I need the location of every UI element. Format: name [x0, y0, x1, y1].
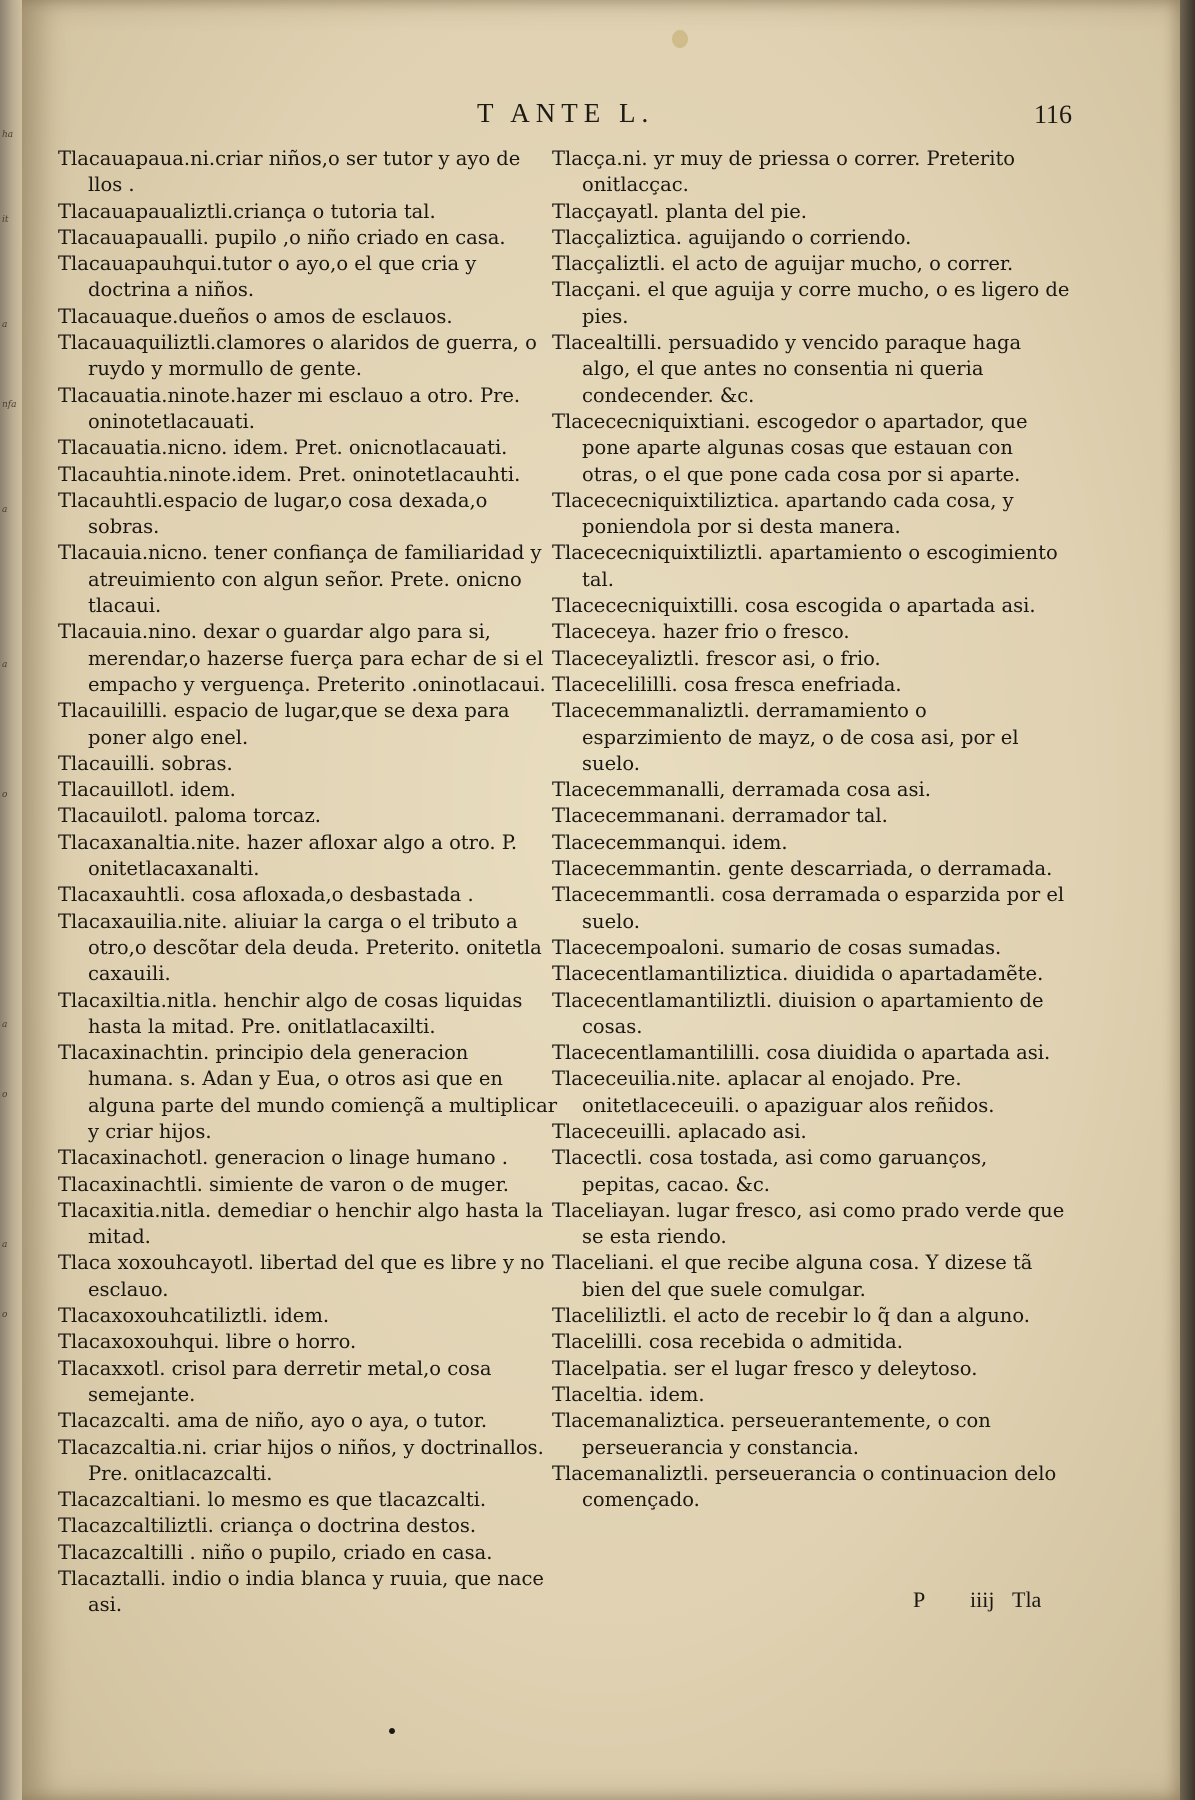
dictionary-entry: Tlacauaquiliztli.clamores o alaridos de guerra, o ruydo y mormullo de gente.: [58, 331, 537, 381]
dictionary-entry: Tlacauapaualli. pupilo ,o niño criado en casa.: [58, 225, 506, 249]
dictionary-entry: Tlacazcaltiani. lo mesmo es que tlacazcalti.: [58, 1488, 487, 1512]
dictionary-entry: Tlacecemmanani. derramador tal.: [552, 804, 888, 828]
dictionary-entry: Tlacaxinachotl. generacion o linage humano .: [58, 1146, 508, 1170]
dictionary-entry: Tlacaztalli. indio o india blanca y ruuia, que nace asi.: [58, 1567, 544, 1617]
dictionary-entry: Tlacelpatia. ser el lugar fresco y deleytoso.: [552, 1356, 978, 1380]
dictionary-entry: Tlacaxauilia.nite. aliuiar la carga o el tributo a otro,o descõtar dela deuda. Preterito. onitetla caxauili.: [58, 909, 542, 986]
dictionary-entry: Tlacça.ni. yr muy de priessa o correr. Preterito onitlacçac.: [552, 147, 1016, 197]
dictionary-entry: Tlacecentlamantiliztli. diuision o apartamiento de cosas.: [552, 988, 1044, 1038]
dictionary-entry: Tlaceceyaliztli. frescor asi, o frio.: [552, 646, 881, 670]
ornament-mark: [672, 30, 688, 48]
page-number: 116: [1034, 100, 1073, 129]
dictionary-entry: Tlacaxoxouhqui. libre o horro.: [58, 1330, 357, 1354]
dictionary-entry: Tlacaxoxouhcatiliztli. idem.: [58, 1304, 330, 1328]
dictionary-entry: Tlacemanaliztica. perseuerantemente, o con perseuerancia y constancia.: [552, 1409, 991, 1459]
dictionary-entry: Tlacecemmanaliztli. derramamiento o esparzimiento de mayz, o de cosa asi, por el suelo.: [552, 699, 1019, 775]
dictionary-entry: Tlaceliayan. lugar fresco, asi como prado verde que se esta riendo.: [552, 1198, 1065, 1249]
dictionary-entry: Tlacauapauhqui.tutor o ayo,o el que cria y doctrina a niños.: [58, 252, 477, 302]
dictionary-column-left: [58, 146, 558, 1619]
dictionary-entry: Tlacecempoaloni. sumario de cosas sumadas.: [552, 935, 1002, 959]
dictionary-entry: Tlacecemmantli. cosa derramada o esparzida por el suelo.: [552, 883, 1065, 933]
ink-dot: [389, 1728, 395, 1734]
dictionary-entry: Tlacazcaltilli . niño o pupilo, criado en casa.: [58, 1540, 493, 1564]
dictionary-entry: Tlacemanaliztli. perseuerancia o continuacion delo començado.: [552, 1461, 1057, 1512]
dictionary-entry: Tlacaxitia.nitla. demediar o henchir algo hasta la mitad.: [58, 1198, 544, 1249]
book-edge: [1180, 0, 1195, 1800]
dictionary-entry: Tlacececniquixtiani. escogedor o apartador, que pone aparte algunas cosas que estauan con otras, o el que pone cada cosa por si aparte.: [552, 409, 1028, 486]
dictionary-entry: Tlacecemmanqui. idem.: [552, 830, 788, 854]
signature-mark: P: [913, 1587, 926, 1612]
dictionary-entry: Tlaceliani. el que recibe alguna cosa. Y dizese tã bien del que suele comulgar.: [552, 1251, 1033, 1301]
facing-page-edge: ha it a nfa a a o a o a o: [0, 0, 22, 1800]
dictionary-entry: Tlacçaliztli. el acto de aguijar mucho, o correr.: [552, 252, 1014, 276]
dictionary-entry: Tlacececniquixtilli. cosa escogida o apartada asi.: [552, 594, 1036, 618]
dictionary-entry: Tlacauapaualiztli.criança o tutoria tal.: [58, 199, 436, 223]
dictionary-entry: Tlacaxinachtli. simiente de varon o de muger.: [58, 1172, 509, 1196]
dictionary-entry: Tlaca xoxouhcayotl. libertad del que es libre y no esclauo.: [58, 1251, 545, 1301]
dictionary-entry: Tlacecentlamantililli. cosa diuidida o apartada asi.: [552, 1041, 1051, 1065]
dictionary-entry: Tlaceltia. idem.: [552, 1382, 705, 1406]
page-footer: [22, 1587, 1180, 1617]
dictionary-entry: Tlacauia.nino. dexar o guardar algo para si, merendar,o hazerse fuerça para echar de si el empacho y verguença. Preterito .oninotlacaui.: [58, 620, 546, 696]
dictionary-entry: Tlacauapaua.ni.criar niños,o ser tutor y ayo de llos .: [58, 147, 521, 197]
dictionary-entry: Tlacauililli. espacio de lugar,que se dexa para poner algo enel.: [58, 699, 510, 749]
dictionary-entry: Tlacauhtli.espacio de lugar,o cosa dexada,o sobras.: [58, 488, 488, 539]
dictionary-entry: Tlacçaliztica. aguijando o corriendo.: [552, 225, 912, 249]
dictionary-entry: Tlacauatia.nicno. idem. Pret. onicnotlacauati.: [58, 436, 508, 460]
dictionary-entry: Tlaceceya. hazer frio o fresco.: [552, 620, 850, 644]
dictionary-entry: Tlacececniquixtiliztica. apartando cada cosa, y poniendola por si desta manera.: [552, 488, 1014, 539]
dictionary-entry: Tlacececniquixtiliztli. apartamiento o escogimiento tal.: [552, 541, 1058, 591]
dictionary-entry: Tlacectli. cosa tostada, asi como garuanços, pepitas, cacao. &c.: [552, 1146, 988, 1196]
dictionary-entry: Tlacçani. el que aguija y corre mucho, o es ligero de pies.: [552, 278, 1070, 328]
signature-number: iiij: [970, 1587, 995, 1612]
dictionary-entry: Tlacaxxotl. crisol para derretir metal,o cosa semejante.: [58, 1356, 492, 1406]
dictionary-entry: Tlacaxanaltia.nite. hazer afloxar algo a otro. P. onitetlacaxanalti.: [58, 830, 518, 881]
dictionary-entry: Tlacauhtia.ninote.idem. Pret. oninotetlacauhti.: [58, 462, 521, 486]
dictionary-entry: Tlacecentlamantiliztica. diuidida o apartadamẽte.: [552, 962, 1044, 986]
dictionary-entry: Tlaceceuilia.nite. aplacar al enojado. Pre. onitetlaceceuili. o apaziguar alos reñidos.: [552, 1067, 995, 1117]
book-page: [22, 0, 1180, 1800]
dictionary-entry: Tlacaxinachtin. principio dela generacion humana. s. Adan y Eua, o otros asi que en alguna parte del mundo comiençã a multiplicar y criar hijos.: [58, 1041, 558, 1143]
dictionary-entry: Tlacelilli. cosa recebida o admitida.: [552, 1330, 903, 1354]
dictionary-entry: Tlaceliliztli. el acto de recebir lo q̃ dan a alguno.: [552, 1304, 1030, 1328]
dictionary-entry: Tlacauatia.ninote.hazer mi esclauo a otro. Pre. oninotetlacauati.: [58, 383, 521, 433]
dictionary-entry: Tlacazcalti. ama de niño, ayo o aya, o tutor.: [58, 1409, 488, 1433]
dictionary-entry: Tlacecelililli. cosa fresca enefriada.: [552, 672, 902, 696]
dictionary-entry: Tlacauillotl. idem.: [58, 778, 236, 802]
dictionary-entry: Tlacecemmantin. gente descarriada, o derramada.: [552, 857, 1053, 881]
dictionary-entry: Tlacealtilli. persuadido y vencido paraque haga algo, el que antes no consentia ni queria condecender. &c.: [552, 331, 1022, 407]
dictionary-entry: Tlacaxiltia.nitla. henchir algo de cosas liquidas hasta la mitad. Pre. onitlatlacaxilti.: [58, 988, 523, 1038]
dictionary-entry: Tlacazcaltiliztli. criança o doctrina destos.: [58, 1514, 477, 1538]
dictionary-entry: Tlaceceuilli. aplacado asi.: [552, 1119, 807, 1143]
page-header: [22, 98, 1180, 138]
dictionary-entry: Tlacauilotl. paloma torcaz.: [58, 804, 321, 828]
dictionary-entry: Tlacaxauhtli. cosa afloxada,o desbastada .: [58, 883, 474, 907]
dictionary-entry: Tlacecemmanalli, derramada cosa asi.: [552, 778, 931, 802]
running-title: T ANTE L.: [477, 98, 655, 128]
dictionary-entry: Tlacauilli. sobras.: [58, 751, 233, 775]
dictionary-entry: Tlacçayatl. planta del pie.: [552, 199, 807, 223]
catchword: Tla: [1012, 1587, 1042, 1612]
dictionary-entry: Tlacauaque.dueños o amos de esclauos.: [58, 304, 453, 328]
dictionary-column-right: [552, 146, 1070, 1513]
dictionary-entry: Tlacazcaltia.ni. criar hijos o niños, y doctrinallos. Pre. onitlacazcalti.: [58, 1435, 544, 1485]
dictionary-entry: Tlacauia.nicno. tener confiança de familiaridad y atreuimiento con algun señor. Prete. onicno tlacaui.: [58, 541, 542, 618]
